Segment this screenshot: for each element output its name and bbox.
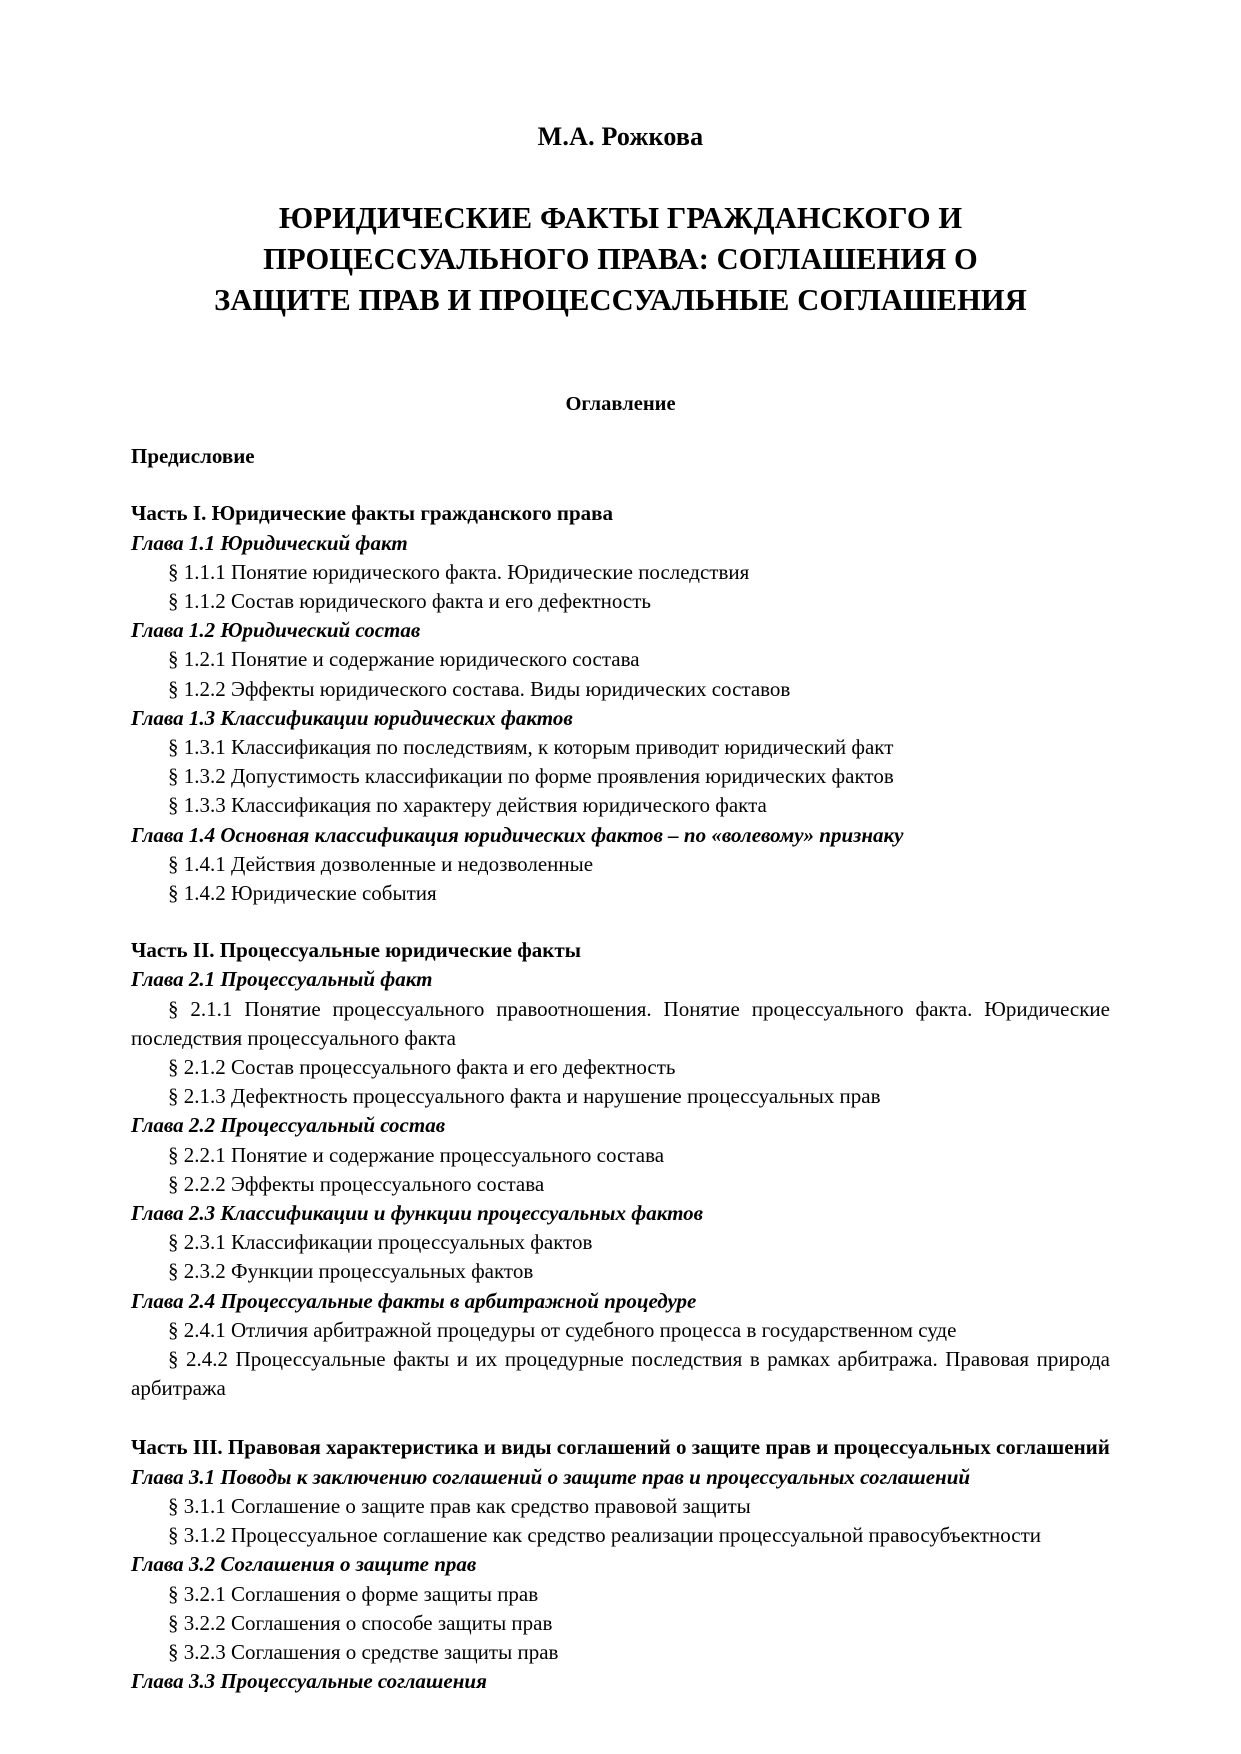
toc-section-3-1-2[interactable]: § 3.1.2 Процессуальное соглашение как средство реализации процессуальной правосубъектности (168, 1523, 1042, 1548)
toc-section-1-4-1[interactable]: § 1.4.1 Действия дозволенные и недозволенные (168, 851, 594, 876)
toc-section-2-3-1[interactable]: § 2.3.1 Классификации процессуальных фактов (168, 1230, 593, 1255)
toc-chapter-1-3[interactable]: Глава 1.3 Классификации юридических фактов (131, 705, 573, 730)
toc-section-1-3-1[interactable]: § 1.3.1 Классификация по последствиям, к которым приводит юридический факт (168, 735, 894, 760)
toc-part-3[interactable]: Часть III. Правовая характеристика и виды соглашений о защите прав и процессуальных соглашений (131, 1435, 1110, 1460)
spacer (131, 1403, 1110, 1433)
toc-section-3-2-3[interactable]: § 3.2.3 Соглашения о средстве защиты прав (168, 1639, 559, 1664)
toc-section-2-2-2[interactable]: § 2.2.2 Эффекты процессуального состава (168, 1171, 545, 1196)
toc-section-1-3-3[interactable]: § 1.3.3 Классификация по характеру действия юридического факта (168, 793, 767, 818)
toc-section-2-2-1[interactable]: § 2.2.1 Понятие и содержание процессуального состава (168, 1142, 665, 1167)
toc-entry-preface[interactable]: Предисловие (131, 444, 255, 469)
toc-section-2-1-2[interactable]: § 2.1.2 Состав процессуального факта и его дефектность (168, 1055, 676, 1080)
toc-part-1[interactable]: Часть I. Юридические факты гражданского права (131, 501, 614, 526)
document-title-line-1: ЮРИДИЧЕСКИЕ ФАКТЫ ГРАЖДАНСКОГО И (278, 201, 963, 236)
toc-section-3-2-2[interactable]: § 3.2.2 Соглашения о способе защиты прав (168, 1610, 553, 1635)
spacer (131, 471, 1110, 499)
toc-section-2-4-2[interactable]: § 2.4.2 Процессуальные факты и их процедурные последствия в рамках арбитража. Правовая природа арбитража (131, 1347, 1110, 1401)
toc-section-3-2-1[interactable]: § 3.2.1 Соглашения о форме защиты прав (168, 1581, 539, 1606)
toc-chapter-1-2[interactable]: Глава 1.2 Юридический состав (131, 618, 421, 643)
toc-section-2-4-1[interactable]: § 2.4.1 Отличия арбитражной процедуры от судебного процесса в государственном суде (168, 1317, 957, 1342)
toc-section-1-1-1[interactable]: § 1.1.1 Понятие юридического факта. Юридические последствия (168, 559, 750, 584)
author-name: М.А. Рожкова (537, 122, 704, 151)
toc-section-1-1-2[interactable]: § 1.1.2 Состав юридического факта и его дефектность (168, 589, 651, 613)
spacer (131, 908, 1110, 936)
toc-chapter-3-1[interactable]: Глава 3.1 Поводы к заключению соглашений о защите прав и процессуальных соглашений (131, 1464, 971, 1489)
toc-section-1-2-1[interactable]: § 1.2.1 Понятие и содержание юридического состава (168, 647, 640, 672)
table-of-contents (131, 442, 1110, 1696)
toc-section-2-3-2[interactable]: § 2.3.2 Функции процессуальных фактов (168, 1259, 534, 1284)
toc-heading: Оглавление (565, 393, 676, 416)
toc-chapter-2-2[interactable]: Глава 2.2 Процессуальный состав (131, 1113, 446, 1138)
toc-chapter-2-3[interactable]: Глава 2.3 Классификации и функции процессуальных фактов (131, 1201, 704, 1226)
document-title-line-2: ПРОЦЕССУАЛЬНОГО ПРАВА: СОГЛАШЕНИЯ О (263, 242, 978, 277)
toc-section-2-1-1[interactable]: § 2.1.1 Понятие процессуального правоотношения. Понятие процессуального факта. Юридические последствия процессуального факта (131, 996, 1110, 1050)
document-title-line-3: ЗАЩИТЕ ПРАВ И ПРОЦЕССУАЛЬНЫЕ СОГЛАШЕНИЯ (214, 283, 1027, 318)
toc-section-1-2-2[interactable]: § 1.2.2 Эффекты юридического состава. Виды юридических составов (168, 676, 791, 701)
toc-section-2-1-3[interactable]: § 2.1.3 Дефектность процессуального факта и нарушение процессуальных прав (168, 1084, 881, 1109)
toc-section-3-1-1[interactable]: § 3.1.1 Соглашение о защите прав как средство правовой защиты (168, 1493, 751, 1518)
toc-chapter-3-3[interactable]: Глава 3.3 Процессуальные соглашения (131, 1669, 487, 1694)
toc-section-1-4-2[interactable]: § 1.4.2 Юридические события (168, 881, 437, 906)
toc-chapter-3-2[interactable]: Глава 3.2 Соглашения о защите прав (131, 1552, 477, 1577)
page-content (131, 0, 1110, 1696)
document-title (131, 198, 1110, 321)
toc-part-2[interactable]: Часть II. Процессуальные юридические факты (131, 938, 582, 963)
toc-chapter-1-1[interactable]: Глава 1.1 Юридический факт (131, 530, 408, 555)
toc-section-1-3-2[interactable]: § 1.3.2 Допустимость классификации по форме проявления юридических фактов (168, 764, 894, 789)
toc-chapter-2-1[interactable]: Глава 2.1 Процессуальный факт (131, 967, 433, 992)
toc-chapter-1-4[interactable]: Глава 1.4 Основная классификация юридических фактов – по «волевому» признаку (131, 822, 904, 847)
toc-chapter-2-4[interactable]: Глава 2.4 Процессуальные факты в арбитражной процедуре (131, 1288, 697, 1313)
